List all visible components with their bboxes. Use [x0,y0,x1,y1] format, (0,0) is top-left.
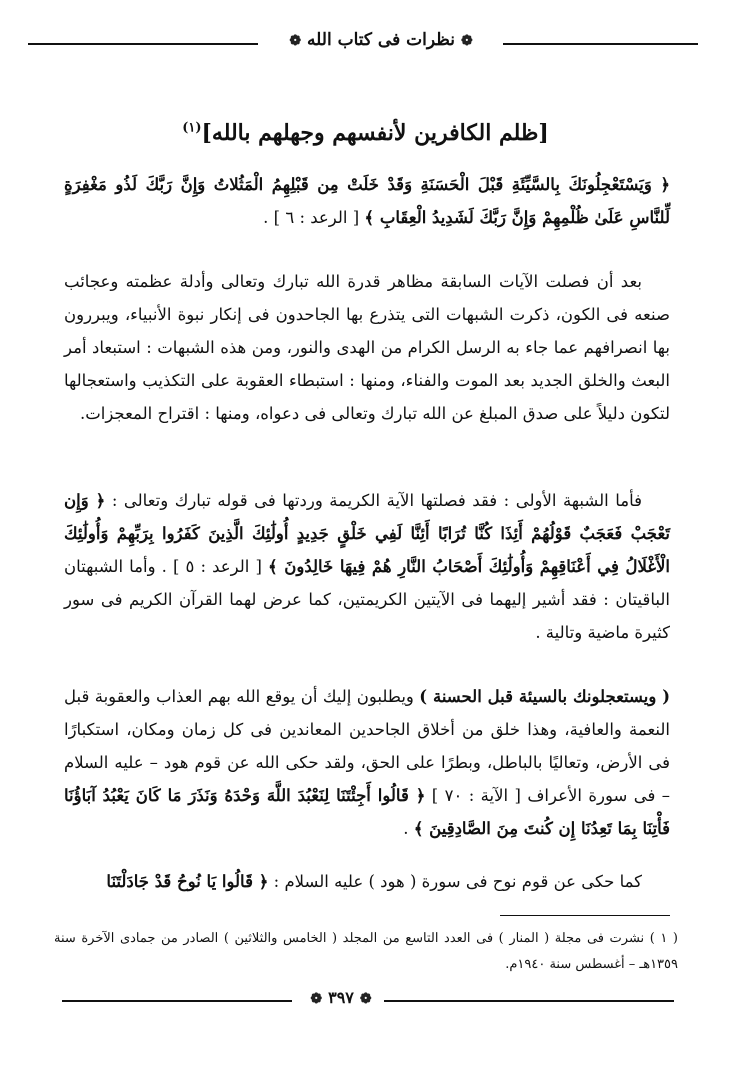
quran-verse: ﴿ قَالُوا يَا نُوحُ قَدْ جَادَلْتَنَا [106,872,269,891]
flower-ornament-icon: ❁ [460,33,473,49]
page-number: ٣٩٧ [328,988,354,1007]
paragraph-commentary-1 [64,265,670,430]
commentary-text: فأما الشبهة الأولى : فقد فصلتها الآية الكريمة وردتها فى قوله تبارك وتعالى : [111,491,642,510]
commentary-text: بعد أن فصلت الآيات السابقة مظاهر قدرة الله تبارك وتعالى وأدلة عظمته وعجائب صنعه فى الكون، ذكرت الشبهات التى يتذرع بها الجاحدون فى إنكار نبوة الأنبياء، ويبررون بها انصرافهم عما جاء به الرسل الكرام من الهدى والنور، ومن هذه الشبهات : استبعاد أمر البعث والخلق الجديد بعد الموت والفناء، ومنها : استبطاء العقوبة على التكذيب واستعجالها لتكون دليلاً على صدق المبلغ عن الله تبارك وتعالى فى دعواه، ومنها : اقتراح المعجزات. [64,272,670,423]
header-rule-right [503,43,698,45]
paragraph-commentary-2 [64,484,670,649]
paragraph-commentary-3 [64,680,670,845]
running-header-title: نظرات فى كتاب الله [307,30,455,50]
footnote-divider [500,915,670,916]
page-number-group [297,988,385,1007]
footer-rule-left [62,1000,292,1002]
flower-ornament-icon: ❁ [359,991,372,1007]
commentary-text: كما حكى عن قوم نوح فى سورة ( هود ) عليه السلام : [273,872,642,891]
footer-rule-right [384,1000,674,1002]
section-heading-text: [ظلم الكافرين لأنفسهم وجهلهم بالله] [201,120,549,146]
footnote: ( ١ ) نشرت فى مجلة ( المنار ) فى العدد التاسع من المجلد ( الخامس والثلاثين ) الصادر من جمادى الآخرة سنة ١٣٥٩هـ – أغسطس سنة ١٩٤٠م. [54,931,678,972]
header-rule-left [28,43,258,45]
paragraph-commentary-4 [64,865,670,898]
commentary-text: [ الرعد : ٥ ] . وأما الشبهتان الباقيتان : فقد أشير إليهما فى الآيتين الكريمتين، كما عرض لهما القرآن الكريم فى سور كثيرة ماضية وتالية . [64,557,670,642]
quran-verse: ﴿ قَالُوا أَجِئْتَنَا لِنَعْبُدَ اللَّهَ وَحْدَهُ وَنَذَرَ مَا كَانَ يَعْبُدُ آبَاؤُنَا فَأْتِنَا بِمَا تَعِدُنَا إِن كُنتَ مِنَ الصَّادِقِينَ ﴾ [64,786,670,838]
header-title-group [260,30,502,50]
quran-verse: ﴿ وَإِن تَعْجَبْ فَعَجَبٌ قَوْلُهُمْ أَئِذَا كُنَّا تُرَابًا أَئِنَّا لَفِي خَلْقٍ جَدِيدٍ أُولَٰئِكَ الَّذِينَ كَفَرُوا بِرَبِّهِمْ وَأُولَٰئِكَ الْأَغْلَالُ فِي أَعْنَاقِهِمْ وَأُولَٰئِكَ أَصْحَابُ النَّارِ هُمْ فِيهَا خَالِدُونَ ﴾ [64,491,670,576]
footnote-reference: (١) [182,120,202,136]
sentence-end: . [403,819,409,838]
quoted-phrase: ( ويستعجلونك بالسيئة قبل الحسنة ) [419,687,671,706]
paragraph-verse-intro [64,168,670,234]
flower-ornament-icon: ❁ [310,991,323,1007]
page-footer [62,988,674,1014]
flower-ornament-icon: ❁ [289,33,302,49]
section-heading [0,120,731,146]
verse-citation: [ الرعد : ٦ ] . [263,208,360,227]
running-header [28,30,698,60]
quran-verse: ﴿ وَيَسْتَعْجِلُونَكَ بِالسَّيِّئَةِ قَبْلَ الْحَسَنَةِ وَقَدْ خَلَتْ مِن قَبْلِهِمُ الْمَثُلاتُ وَإِنَّ رَبَّكَ لَذُو مَغْفِرَةٍ لِّلنَّاسِ عَلَىٰ ظُلْمِهِمْ وَإِنَّ رَبَّكَ لَشَدِيدُ الْعِقَابِ ﴾ [64,175,670,227]
commentary-text: ويطلبون إليك أن يوقع الله بهم العذاب والعقوبة قبل النعمة والعافية، وهذا خلق من أخلاق الجاحدين المعاندين فى كل زمان ومكان، استكبارًا فى الأرض، وتعاليًا بالباطل، وبطرًا على الحق، ولقد حكى الله عن قوم هود – عليه السلام – فى سورة الأعراف [ الآية : ٧٠ ] [64,687,670,805]
